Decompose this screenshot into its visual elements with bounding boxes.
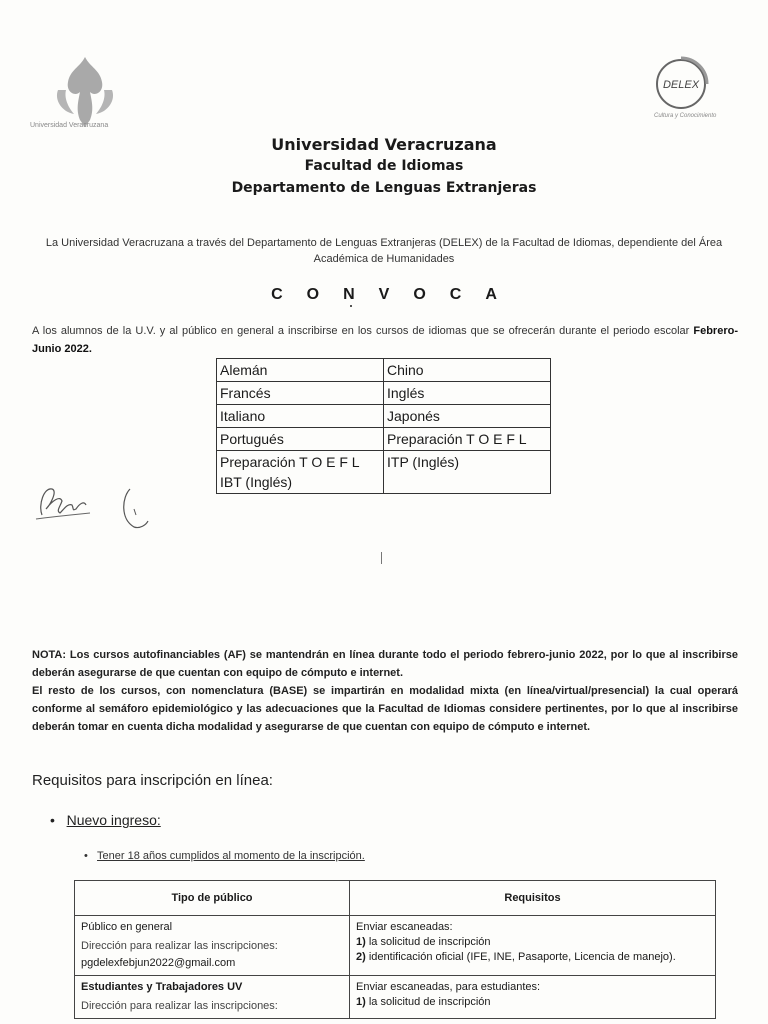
university-title: Universidad Veracruzana bbox=[271, 135, 497, 154]
languages-table bbox=[216, 358, 551, 494]
uv-logo-caption: Universidad Veracruzana bbox=[30, 122, 109, 129]
requirement-item bbox=[356, 995, 709, 1010]
address-label: Dirección para realizar las inscripciones: bbox=[81, 940, 278, 952]
bullet-label: Tener 18 años cumplidos al momento de la inscripción. bbox=[97, 850, 365, 862]
requirement-number: 2) bbox=[356, 951, 366, 963]
language-cell: Preparación T O E F L IBT (Inglés) bbox=[217, 451, 384, 494]
requirements-cell bbox=[350, 916, 716, 976]
requirement-number: 1) bbox=[356, 936, 366, 948]
column-header: Requisitos bbox=[350, 881, 716, 916]
address-label: Dirección para realizar las inscripciones: bbox=[81, 1000, 278, 1012]
language-cell: Francés bbox=[217, 382, 384, 405]
requirement-item bbox=[356, 935, 709, 950]
invitation-paragraph bbox=[32, 322, 738, 358]
convoca-heading: CONVOCA bbox=[271, 286, 521, 303]
language-cell: Italiano bbox=[217, 405, 384, 428]
table-row bbox=[217, 405, 551, 428]
handwritten-signature bbox=[30, 475, 160, 535]
table-row bbox=[75, 916, 716, 976]
requirements-intro: Enviar escaneadas: bbox=[356, 921, 453, 933]
age-requirement-bullet bbox=[84, 850, 365, 862]
delex-logo bbox=[652, 55, 710, 117]
audience-cell bbox=[75, 916, 350, 976]
delex-logo-caption: Cultura y Conocimiento bbox=[654, 113, 717, 119]
column-header: Tipo de público bbox=[75, 881, 350, 916]
invitation-text: A los alumnos de la U.V. y al público en general a inscribirse en los cursos de idiomas que se ofrecerán durante el periodo escolar bbox=[32, 325, 694, 337]
stray-mark bbox=[350, 305, 352, 307]
stray-mark bbox=[381, 552, 382, 564]
requirement-text: la solicitud de inscripción bbox=[365, 996, 491, 1008]
audience-type: Público en general bbox=[81, 921, 173, 933]
requirements-cell bbox=[350, 976, 716, 1019]
delex-logo-text: DELEX bbox=[662, 79, 700, 91]
table-row bbox=[217, 451, 551, 494]
table-row bbox=[75, 976, 716, 1019]
language-cell: Portugués bbox=[217, 428, 384, 451]
period-text: Febrero-Junio 2022. bbox=[32, 325, 738, 355]
audience-cell bbox=[75, 976, 350, 1019]
nota-paragraph: NOTA: Los cursos autofinanciables (AF) se mantendrán en línea durante todo el periodo febrero-junio 2022, por lo que al inscribirse deberán asegurarse de que cuentan con equipo de cómputo e internet. bbox=[32, 649, 738, 679]
uv-logo bbox=[40, 52, 130, 132]
email-link[interactable]: pgdelexfebjun2022@gmail.com bbox=[81, 957, 236, 969]
language-cell: Inglés bbox=[384, 382, 551, 405]
language-cell: ITP (Inglés) bbox=[384, 451, 551, 494]
table-header-row bbox=[75, 881, 716, 916]
requirement-text: identificación oficial (IFE, INE, Pasaporte, Licencia de manejo). bbox=[365, 951, 676, 963]
requirements-title: Requisitos para inscripción en línea: bbox=[32, 772, 273, 789]
department-title: Departamento de Lenguas Extranjeras bbox=[231, 180, 537, 196]
requirement-text: la solicitud de inscripción bbox=[365, 936, 491, 948]
intro-text: La Universidad Veracruzana a través del Departamento de Lenguas Extranjeras (DELEX) de la Facultad de Idiomas, dependiente del Área Académica de Humanidades bbox=[45, 237, 723, 265]
language-cell: Preparación T O E F L bbox=[384, 428, 551, 451]
bullet-icon: • bbox=[50, 812, 55, 828]
table-row bbox=[217, 359, 551, 382]
table-row bbox=[217, 428, 551, 451]
audience-type: Estudiantes y Trabajadores UV bbox=[81, 981, 243, 993]
nota-paragraph: El resto de los cursos, con nomenclatura (BASE) se impartirán en modalidad mixta (en línea/virtual/presencial) la cual operará conforme al semáforo epidemiológico y las adecuaciones que la Facultad de Idiomas considere pertinentes, por lo que al inscribirse deberán tomar en cuenta dicha modalidad y asegurarse de que cuentan con equipo de cómputo e internet. bbox=[32, 685, 738, 733]
bullet-icon: • bbox=[84, 850, 88, 862]
faculty-title: Facultad de Idiomas bbox=[304, 158, 464, 174]
nota-section bbox=[32, 646, 738, 736]
requirements-table bbox=[74, 880, 716, 1019]
language-cell: Alemán bbox=[217, 359, 384, 382]
language-cell: Japonés bbox=[384, 405, 551, 428]
table-row bbox=[217, 382, 551, 405]
language-cell: Chino bbox=[384, 359, 551, 382]
new-enrollment-bullet bbox=[50, 812, 161, 828]
requirement-number: 1) bbox=[356, 996, 366, 1008]
requirements-intro: Enviar escaneadas, para estudiantes: bbox=[356, 981, 541, 993]
bullet-label: Nuevo ingreso: bbox=[66, 812, 161, 828]
requirement-item bbox=[356, 950, 709, 965]
